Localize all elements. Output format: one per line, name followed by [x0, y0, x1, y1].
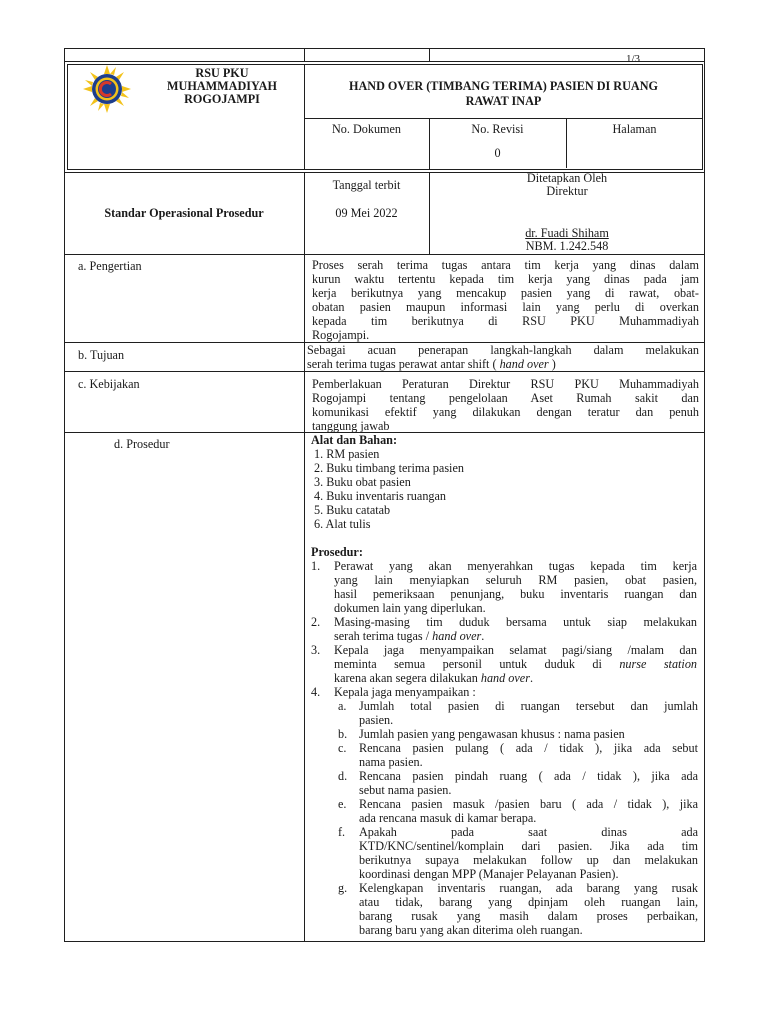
sub-letter: b. [338, 727, 348, 741]
doc-number-label: No. Dokumen [331, 122, 402, 136]
sub-item-b: Jumlah pasien yang pengawasan khusus : nama pasien [359, 727, 625, 741]
step-number: 4. [311, 685, 321, 699]
step-4-text: Kepala jaga menyampaikan : [334, 685, 476, 699]
revision-label: No. Revisi [471, 122, 524, 136]
sub-letter: a. [338, 699, 347, 713]
pengertian-text: Proses serah terima tugas antara tim kerja yang dinas dalam kurun waktu tertentu kepada tim kerja yang dinas pada jam kerja berikutnya yang mencakup pasien yang di rawat, obat- obatan pasien maupun informasi lain yang perlu di overkan kepada tim berikutnya di RSU PKU Muhammadiyah Rogojampi. [312, 258, 699, 342]
pengertian-label: a. Pengertian [78, 259, 142, 273]
page-label: Halaman [612, 122, 657, 136]
list-item: 4. Buku inventaris ruangan [314, 489, 447, 503]
kebijakan-text: Pemberlakuan Peraturan Direktur RSU PKU Muhammadiyah Rogojampi tentang pengelolaan Aset Rumah sakit dan komunikasi efektif yang dilakukan dengan teratur dan penuh tanggung jawab [312, 377, 699, 433]
alat-heading: Alat dan Bahan: [311, 433, 398, 447]
sub-letter: c. [338, 741, 347, 755]
revision-value: 0 [494, 146, 501, 160]
step-number: 1. [311, 559, 321, 573]
list-item: 5. Buku catatab [314, 503, 391, 517]
sub-item-f: Apakah pada saat dinas ada KTD/KNC/sentinel/komplain dari pasien. Jika ada tim berikutnya supaya melakukan follow up dan melakukan koordinasi dengan MPP (Manajer Pelayanan Pasien). [359, 825, 698, 881]
list-item: 3. Buku obat pasien [314, 475, 411, 489]
step-2-text: Masing-masing tim duduk bersama untuk siap melakukan serah terima tugas / hand over. [334, 615, 697, 643]
step-3-text: Kepala jaga menyampaikan selamat pagi/siang /malam dan meminta semua personil untuk duduk di nurse station karena akan segera dilakukan hand over. [334, 643, 698, 685]
director-nbm: NBM. 1.242.548 [525, 239, 609, 253]
tujuan-label: b. Tujuan [78, 348, 125, 362]
issue-date-value: 09 Mei 2022 [335, 206, 398, 220]
list-item: 6. Alat tulis [314, 517, 371, 531]
sop-label: Standar Operasional Prosedur [104, 206, 264, 220]
hospital-logo [74, 64, 140, 114]
issue-date-label: Tanggal terbit [332, 178, 401, 192]
alat-list [314, 447, 694, 531]
sub-letter: d. [338, 769, 348, 783]
sub-item-e: Rencana pasien masuk /pasien baru ( ada / tidak ), jika ada rencana masuk di kamar berapa. [359, 797, 698, 825]
director-name: dr. Fuadi Shiham [525, 226, 609, 240]
page-number: 1/3 [626, 53, 641, 65]
sub-letter: g. [338, 881, 348, 895]
sub-item-c: Rencana pasien pulang ( ada / tidak ), jika ada sebut nama pasien. [359, 741, 698, 769]
prosedur-heading: Prosedur: [311, 545, 363, 559]
sub-letter: f. [338, 825, 346, 839]
list-item: 2. Buku timbang terima pasien [314, 461, 464, 475]
step-1-text: Perawat yang akan menyerahkan tugas kepada tim kerja yang lain menyiapkan seluruh RM pasien, obat pasien, hasil pemeriksaan penunjang, buku inventaris ruangan dan dokumen lain yang diperlukan. [334, 559, 697, 615]
sub-item-a: Jumlah total pasien di ruangan tersebut dan jumlah pasien. [359, 699, 698, 727]
kebijakan-label: c. Kebijakan [78, 377, 140, 391]
step-number: 2. [311, 615, 321, 629]
tujuan-text: Sebagai acuan penerapan langkah-langkah dalam melakukan serah terima tugas perawat antar shift ( hand over ) [307, 343, 699, 371]
sub-item-d: Rencana pasien pindah ruang ( ada / tidak ), jika ada sebut nama pasien. [359, 769, 698, 797]
sub-letter: e. [338, 797, 347, 811]
prosedur-label: d. Prosedur [114, 437, 170, 451]
step-number: 3. [311, 643, 321, 657]
list-item: 1. RM pasien [314, 447, 380, 461]
sub-item-g: Kelengkapan inventaris ruangan, ada barang yang rusak atau tidak, barang yang dpinjam oleh ruangan lain, barang rusak yang masih dalam proses perbaikan, barang baru yang akan diterima oleh ruangan. [359, 881, 698, 937]
